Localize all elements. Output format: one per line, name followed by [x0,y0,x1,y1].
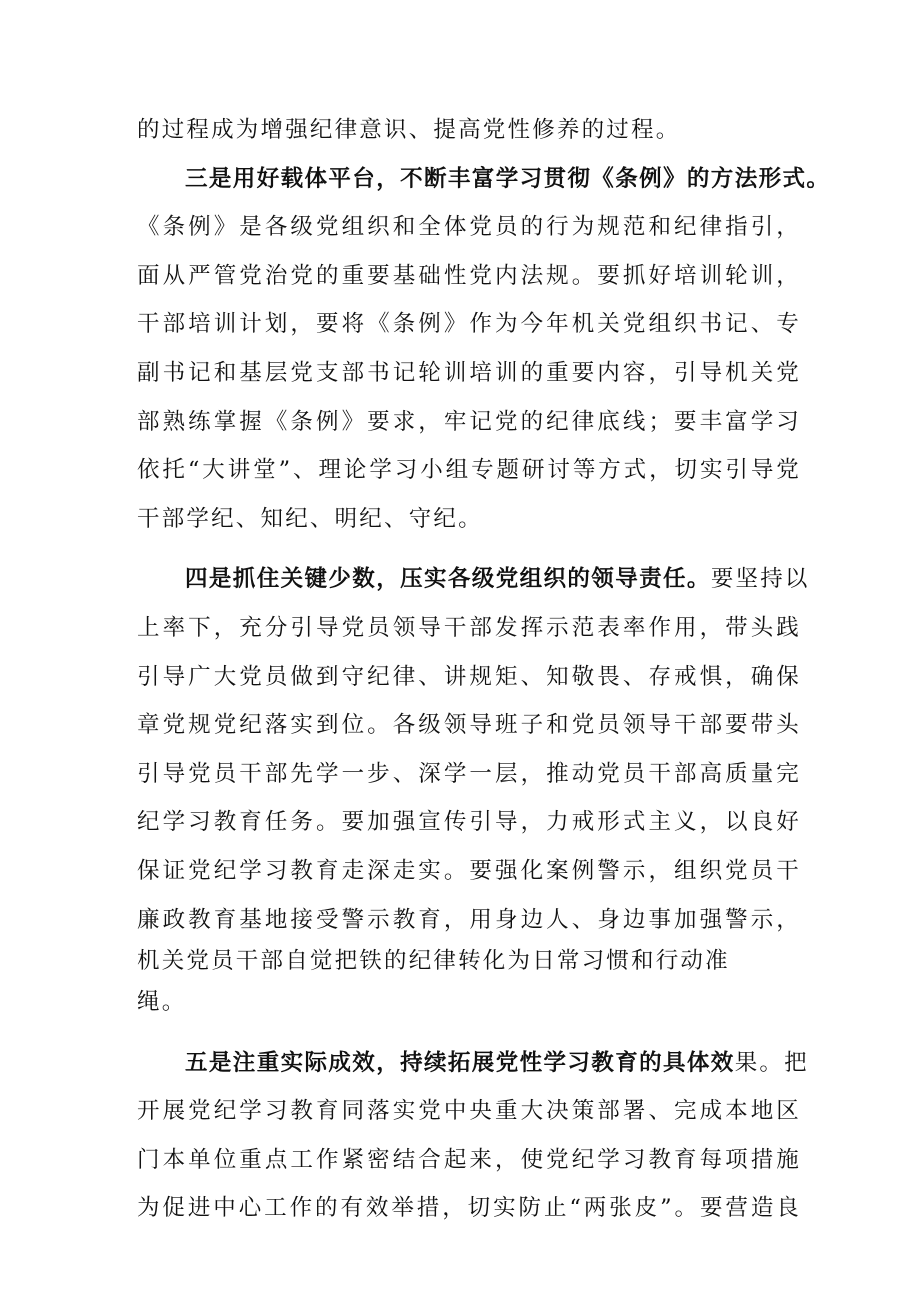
text-line: 开展党纪学习教育同落实党中央重大决策部署、完成本地区 [137,1098,801,1125]
paragraph-gap [137,1027,801,1039]
paragraph-heading [137,1039,809,1088]
text-line: 副书记和基层党支部书记轮训培训的重要内容，引导机关党 [137,359,801,386]
text-line: 的过程成为增强纪律意识、提高党性修养的过程。 [137,117,681,143]
text-line: 部熟练掌握《条例》要求，牢记党的纪律底线；要丰富学习 [137,408,801,435]
text-line: 上率下，充分引导党员领导干部发挥示范表率作用，带头践 [137,614,801,641]
text-line: 《条例》是各级党组织和全体党员的行为规范和纪律指引， [137,214,801,241]
text-line: 保证党纪学习教育走深走实。要强化案例警示，组织党员干 [137,857,801,884]
heading-lead: 四是抓住关键少数，压实各级党组织的领导责任。 [185,566,711,593]
text-line: 门本单位重点工作紧密结合起来，使党纪学习教育每项措施 [137,1146,801,1173]
text-line: 干部培训计划，要将《条例》作为今年机关党组织书记、专 [137,311,801,338]
text-line: 机关党员干部自觉把铁的纪律转化为日常习惯和行动准 [137,948,730,975]
text-line: 引导党员干部先学一步、深学一层，推动党员干部高质量完 [137,760,801,787]
text-line: 廉政教育基地接受警示教育，用身边人、身边事加强警示， [137,906,801,933]
text-line: 面从严管党治党的重要基础性党内法规。要抓好培训轮训， [137,262,801,289]
heading-rest: 果。把 [734,1049,809,1076]
text-line: 引导广大党员做到守纪律、讲规矩、知敬畏、存戒惧，确保 [137,663,801,690]
text-line: 章党规党纪落实到位。各级领导班子和党员领导干部要带头 [137,712,801,739]
paragraph-heading [137,155,831,204]
text-line: 干部学纪、知纪、明纪、守纪。 [137,505,483,532]
text-line: 依托“大讲堂”、理论学习小组专题研讨等方式，切实引导党 [137,457,801,484]
document-body [137,106,831,1233]
paragraph-heading [137,555,810,604]
text-line: 为促进中心工作的有效举措，切实防止“两张皮”。要营造良 [137,1195,801,1222]
text-line: 纪学习教育任务。要加强宣传引导，力戒形式主义，以良好 [137,809,801,836]
heading-lead: 三是用好载体平台，不断丰富学习贯彻《条例》的方法形式。 [185,165,831,192]
paragraph-gap [137,543,801,555]
text-line: 绳。 [137,989,187,1016]
heading-lead: 五是注重实际成效，持续拓展党性学习教育的具体效 [185,1049,735,1076]
heading-rest: 要坚持以 [710,566,810,593]
